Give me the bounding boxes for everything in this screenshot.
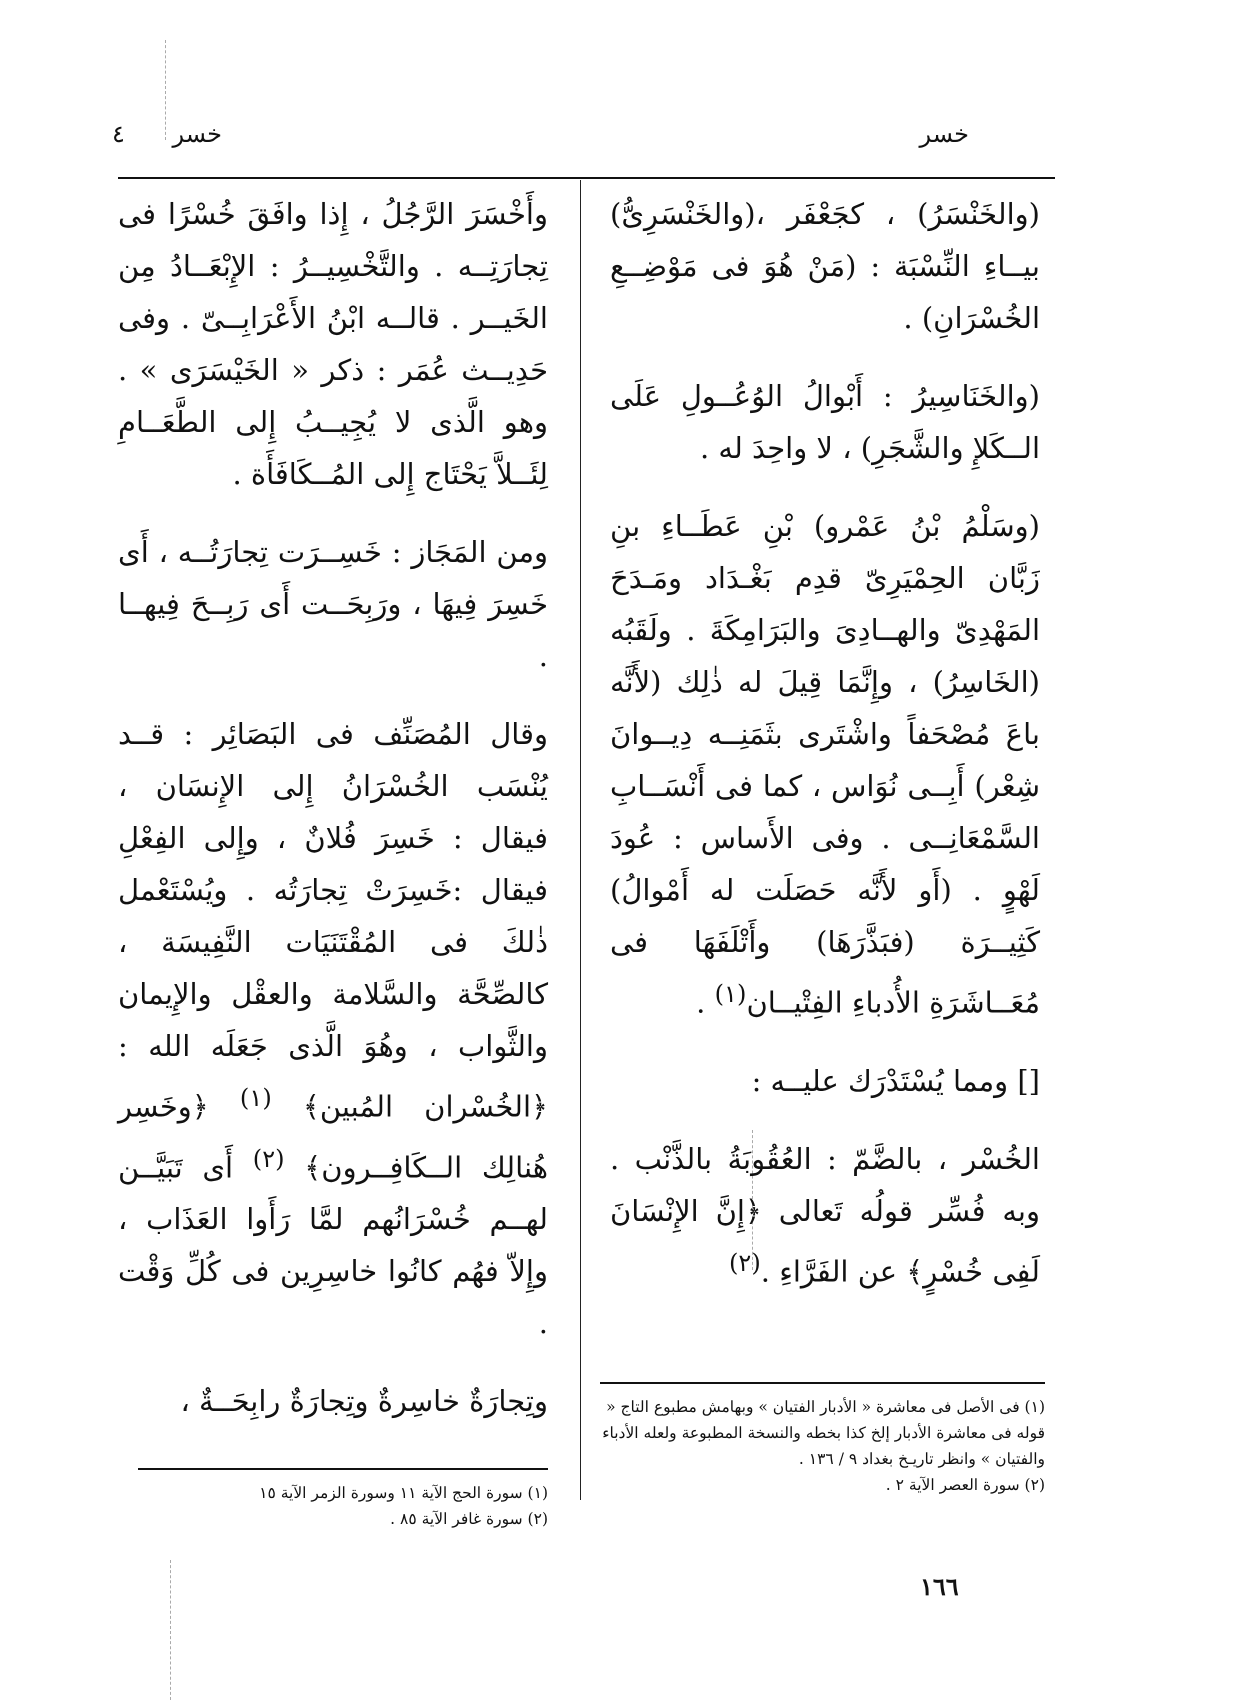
footnote: (٢) سورة العصر الآية ٢ . xyxy=(885,1476,1045,1494)
footnote-ref: (٢) xyxy=(252,1144,285,1173)
entry-text: (وسَلْمُ بْنُ عَمْرو) بْنِ عَطَــاءِ بنِ زَبَّان الحِمْيَرِىّ قدِم بَغْـدَاد ومَـدَحَ المَهْدِىّ والهــادِىَ والبَرَامِكَةَ . ولَقَبُه (الخَاسِرُ) ، وإِنَّمَا قِيلَ له ذٰلِك (لأَنَّه باعَ مُصْحَفاً واشْتَرى بثَمَنِــه دِيــوانَ شِعْر) أَبِــى نُوَاس ، كما فى أَنْسَــابِ السَّمْعَانِــى . وفى الأَساس : عُودَ لَهْوٍ . (أَو لأَنَّه حَصَلَت له أَمْوالُ) كَثِيــرَة (فبَذَّرَهَا) وأَتْلَفَهَا فى مُعَــاشَرَةِ الأُدباءِ الفِتْيــان xyxy=(610,509,1040,1020)
footnote-rule xyxy=(138,1468,548,1470)
entry-paragraph: ومن المَجَاز : خَسِــرَت تِجارَتُــه ، أَى خَسِرَ فِيهَا ، ورَبِحَــت أَى رَبِــحَ فِيهــا . xyxy=(118,535,548,673)
footnotes-left xyxy=(118,1460,548,1532)
entry-paragraph: (والخَنَاسِيرُ : أَبْوالُ الوُعُــولِ عَلَى الــكَلإِ والشَّجَرِ) ، لا واحِدَ له . xyxy=(610,379,1040,465)
entry-text: الخُسْر ، بالضَّمّ : العُقُوبَةُ بالذَّنْب . وبه فُسِّر قولُه تَعالى ﴿إِنَّ الإِنْسَانَ لَفِى خُسْرٍ﴾ عن الفَرَّاءِ . xyxy=(610,1141,1040,1289)
footnote: (١) سورة الحج الآية ١١ وسورة الزمر الآية ١٥ xyxy=(259,1484,548,1502)
entry-paragraph: وأَخْسَرَ الرَّجُلُ ، إِذا وافَقَ خُسْرًا فى تِجارَتِــه . والتَّخْسِيــرُ : الإِبْعَــادُ مِن الخَيــر . قالــه ابْنُ الأَعْرَابِــىّ . وفى حَدِيــث عُمَر : ذكر « الخَيْسَرَى » . وهو الَّذى لا يُجِيــبُ إِلى الطَّعَــامِ لِئَــلاَّ يَحْتَاج إِلى المُــكَافَأَة . xyxy=(118,197,548,491)
running-header-right: خسر xyxy=(919,120,969,148)
footnotes-right xyxy=(600,1374,1045,1498)
footnote-ref: (١) xyxy=(239,1084,272,1112)
entry-paragraph: (والخَنْسَرُ) ، كجَعْفَر ،(والخَنْسَرِىُّ) بيــاءِ النِّسْبَة : (مَنْ هُوَ فى مَوْضِــعِ الخُسْرَانِ) . xyxy=(610,197,1040,335)
running-header-left xyxy=(112,120,222,148)
scan-guide-line xyxy=(170,1560,171,1700)
entry-paragraph xyxy=(610,1133,1040,1298)
footnote-ref: (١) xyxy=(714,980,747,1008)
entry-paragraph: (وسَلْمُ بْنُ عَمْرو) بْنِ عَطَــاءِ بنِ زَبَّان الحِمْيَرِىّ قدِم بَغْـدَاد ومَـدَحَ المَهْدِىّ والهــادِىَ والبَرَامِكَةَ . ولَقَبُه (الخَاسِرُ) ، وإِنَّمَا قِيلَ له ذٰلِك (لأَنَّه باعَ مُصْحَفاً واشْتَرى بثَمَنِــه دِيــوانَ شِعْر) أَبِــى نُوَاس ، كما فى أَنْسَــابِ السَّمْعَانِــى . وفى الأَساس : عُودَ لَهْوٍ . (أَو لأَنَّه حَصَلَت له أَمْوالُ) كَثِيــرَة (فبَذَّرَهَا) وأَتْلَفَهَا فى مُعَــاشَرَةِ الأُدباءِ الفِتْيــان$^{(١)}$ . xyxy=(610,509,1040,1020)
footnote-rule xyxy=(600,1382,1045,1384)
addenda-heading: [] ومما يُسْتَدْرَك عليــه : xyxy=(751,1063,1040,1098)
footnote-ref: (٢) xyxy=(728,1248,761,1277)
running-header-left-word: خسر xyxy=(172,120,222,148)
header-rule xyxy=(118,177,1055,179)
entry-text: أَى تَبَيَّــن لهــم خُسْرَانُهم لمَّا رَأَوا العَذَاب ، وإِلاّ فهُم كانُوا خاسِرِين فى كُلِّ وَقْت . xyxy=(118,1150,548,1341)
entry-text: وقال المُصَنِّف فى البَصَائِر : قــد يُنْسَب الخُسْرَانُ إِلى الإِنسَان ، فيقال : خَسِرَ فُلانٌ ، وإِلى الفِعْلِ فيقال :خَسِرَتْ تِجارَتُه . ويُسْتَعْمل ذٰلكَ فى المُقْتَنَيَات النَّفِيسَة ، كالصِّحَّة والسَّلامة والعقْل والإِيمان والثَّواب ، وهُوَ الَّذى جَعَلَه الله : ﴿الخُسْران المُبين﴾ xyxy=(118,717,548,1124)
footnote: (١) فى الأصل فى معاشرة « الأدبار الفتيان » وبهامش مطبوع التاج « قوله فى معاشرة الأدبار إلخ كذا بخطه والنسخة المطبوعة ولعله الأدباء والفتيان » وانظر تاريـخ بغداد ٩ / ١٣٦ . xyxy=(602,1398,1045,1468)
footnote: (٢) سورة غافر الآية ٨٥ . xyxy=(390,1510,548,1528)
running-header-left-mark: ٤ xyxy=(112,120,125,148)
quran-quote: ﴿وخَسِر هُنالِك الــكَافِــرون﴾ xyxy=(118,1089,548,1185)
entry-paragraph xyxy=(118,708,548,1349)
entry-paragraph: وتِجارَةٌ خاسِرةٌ وتِجارَةٌ رابِحَــةٌ ، xyxy=(180,1384,548,1419)
left-column xyxy=(118,188,548,1453)
column-divider xyxy=(580,180,581,1500)
page-number: ١٦٦ xyxy=(920,1572,959,1601)
right-column xyxy=(610,188,1040,1323)
scan-guide-line xyxy=(165,40,166,140)
